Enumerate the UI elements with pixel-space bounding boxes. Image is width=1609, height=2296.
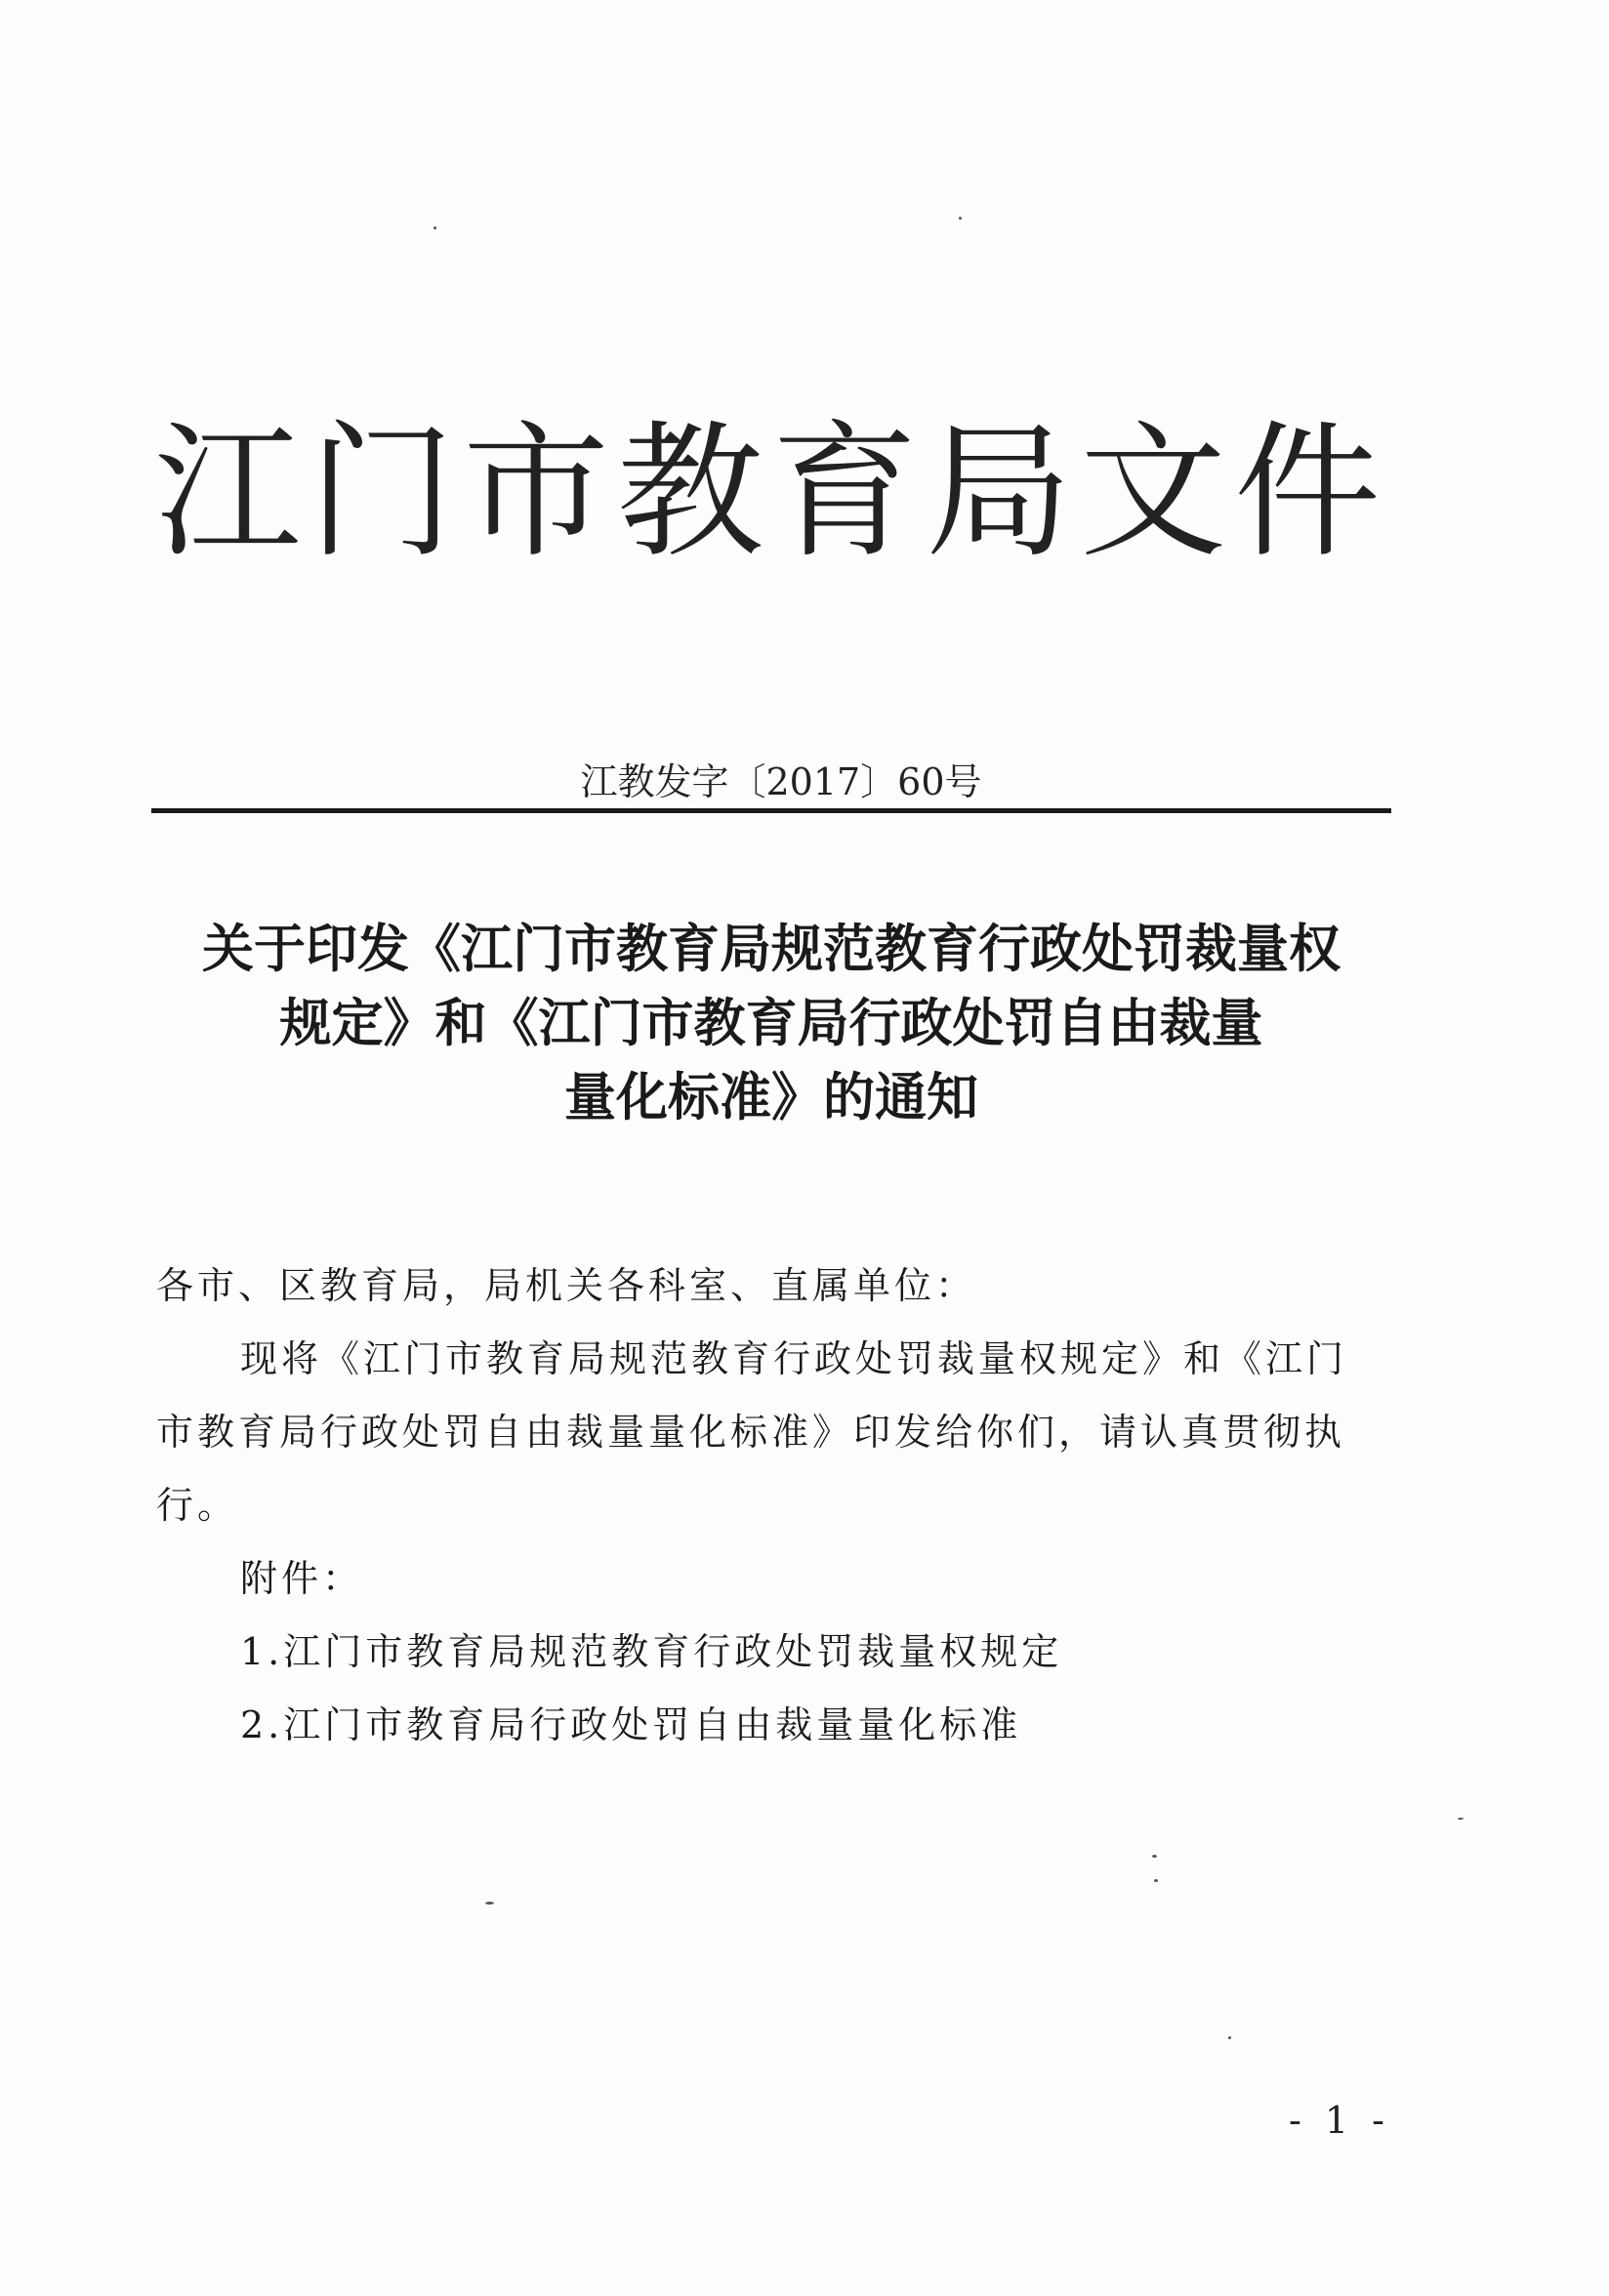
scan-speck bbox=[959, 217, 962, 220]
attachment-item: 1.江门市教育局规范教育行政处罚裁量权规定 bbox=[240, 1630, 1063, 1673]
notice-title-line: 规定》和《江门市教育局行政处罚自由裁量 bbox=[279, 994, 1263, 1053]
salutation: 各市、区教育局，局机关各科室、直属单位： bbox=[156, 1264, 977, 1307]
scan-speck bbox=[433, 226, 436, 229]
body-paragraph: 现将《江门市教育局规范教育行政处罚裁量权规定》和《江门市教育局行政处罚自由裁量量化标准》印发给你们，请认真贯彻执行。 bbox=[156, 1337, 1348, 1527]
notice-title-line: 量化标准》的通知 bbox=[564, 1068, 978, 1128]
attachment-item: 2.江门市教育局行政处罚自由裁量量化标准 bbox=[240, 1703, 1022, 1746]
document-number: 江教发字〔2017〕60号 bbox=[580, 760, 982, 803]
agency-header: 江门市教育局文件 bbox=[153, 408, 1388, 578]
scan-speck bbox=[1228, 2036, 1231, 2039]
attachments-label: 附件： bbox=[240, 1557, 364, 1600]
scan-speck bbox=[1154, 1879, 1158, 1882]
scan-speck bbox=[1458, 1818, 1464, 1820]
notice-title bbox=[117, 913, 1425, 1135]
body-text bbox=[156, 1250, 1386, 1762]
notice-title-line: 关于印发《江门市教育局规范教育行政处罚裁量权 bbox=[202, 920, 1341, 979]
scan-speck bbox=[1152, 1855, 1157, 1858]
page-number: - 1 - bbox=[1289, 2099, 1391, 2142]
header-divider bbox=[151, 808, 1391, 813]
scan-speck bbox=[485, 1902, 494, 1905]
